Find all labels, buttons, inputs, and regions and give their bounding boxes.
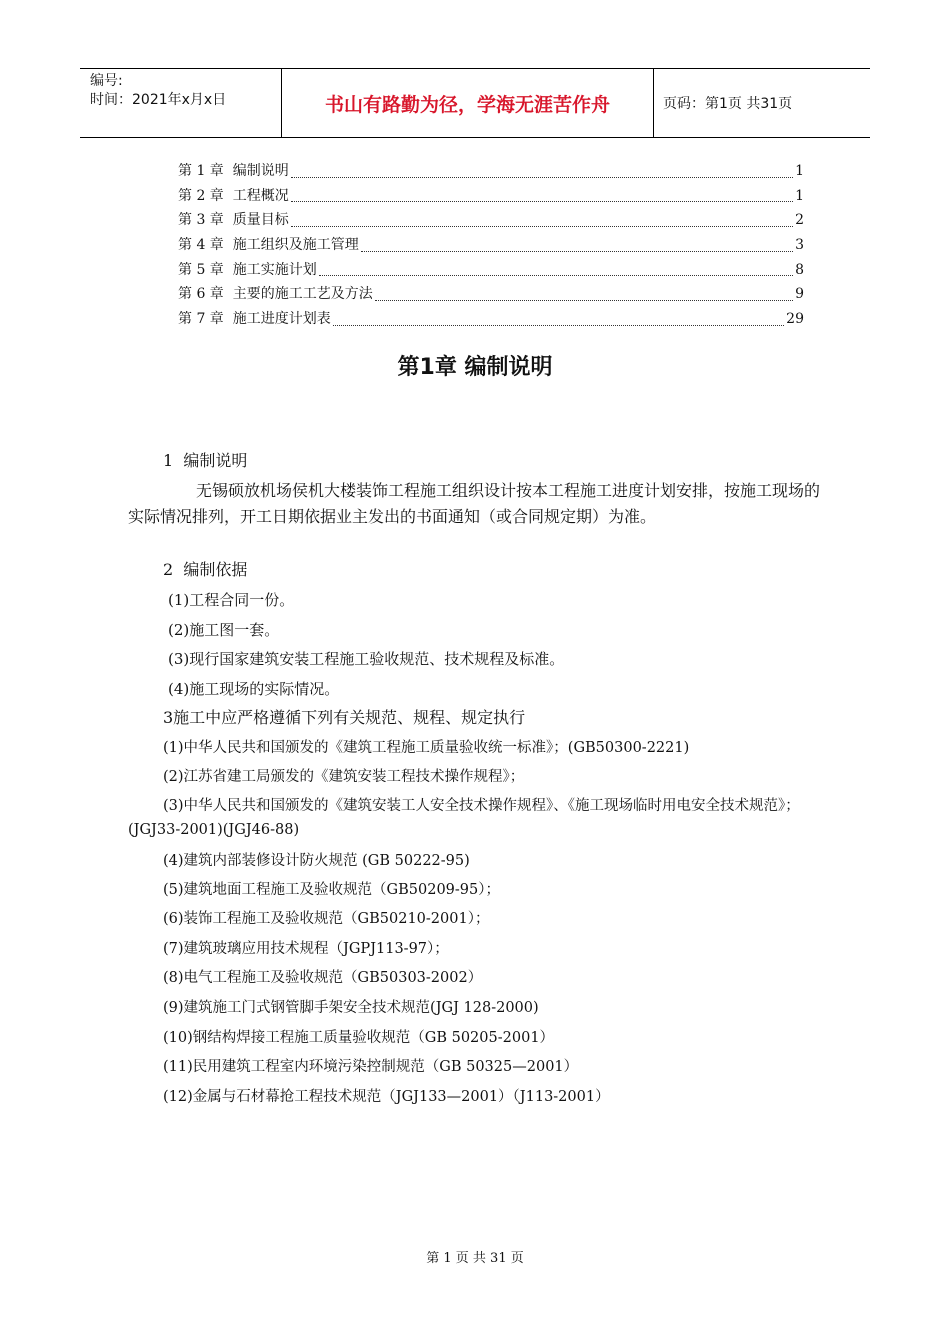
list-item: (1)中华人民共和国颁发的《建筑工程施工质量验收统一标准》；(GB50300-2221) <box>163 740 690 756</box>
list-item: (4)建筑内部装修设计防火规范 (GB 50222-95) <box>163 853 470 869</box>
section-heading: 3施工中应严格遵循下列有关规范、规程、规定执行 <box>163 708 526 727</box>
toc-chapter-number: 第 4 章 <box>178 237 224 254</box>
header-code-label: 编号: <box>90 73 123 89</box>
list-item: (6)装饰工程施工及验收规范（GB50210-2001）； <box>163 911 490 927</box>
list-item: (2)施工图一套。 <box>168 621 280 639</box>
section-heading: 1 编制说明 <box>163 451 248 470</box>
list-item: (11)民用建筑工程室内环境污染控制规范（GB 50325—2001） <box>163 1059 579 1075</box>
header-meta <box>80 69 282 137</box>
header-time-label: 时间：2021年x月x日 <box>90 92 227 108</box>
chapter-title: 第1章 编制说明 <box>397 355 553 380</box>
header-page-info: 页码：第1页 共31页 <box>663 96 793 112</box>
toc-leader-dots <box>375 299 793 301</box>
toc-leader-dots <box>291 200 793 202</box>
toc-chapter-title: 质量目标 <box>232 212 289 229</box>
list-item: (5)建筑地面工程施工及验收规范（GB50209-95）； <box>163 882 501 898</box>
page-header <box>80 68 870 138</box>
toc-page-number: 1 <box>795 187 804 204</box>
toc-chapter-title: 施工组织及施工管理 <box>232 237 359 254</box>
toc-chapter-title: 工程概况 <box>232 187 289 204</box>
list-item: (7)建筑玻璃应用技术规程（JGPJ113-97）； <box>163 941 449 957</box>
toc-entry[interactable] <box>178 185 804 210</box>
toc-leader-dots <box>319 274 793 276</box>
toc-chapter-number: 第 6 章 <box>178 286 224 303</box>
toc-chapter-number: 第 1 章 <box>178 163 224 179</box>
toc-chapter-number: 第 2 章 <box>178 187 224 204</box>
toc-entry[interactable] <box>178 160 804 185</box>
list-item: (1)工程合同一份。 <box>168 591 295 609</box>
toc-page-number: 9 <box>795 286 804 303</box>
list-item: (9)建筑施工门式钢管脚手架安全技术规范(JGJ 128-2000) <box>163 1000 539 1016</box>
toc-leader-dots <box>361 250 793 252</box>
toc-page-number: 2 <box>795 212 804 229</box>
toc-chapter-title: 施工进度计划表 <box>232 311 331 328</box>
toc-chapter-number: 第 5 章 <box>178 261 224 278</box>
toc-chapter-title: 主要的施工工艺及方法 <box>232 286 373 303</box>
toc-chapter-title: 施工实施计划 <box>232 261 317 278</box>
header-motto: 书山有路勤为径，学海无涯苦作舟 <box>282 69 654 137</box>
list-item: (10)钢结构焊接工程施工质量验收规范（GB 50205-2001） <box>163 1030 555 1046</box>
toc-entry[interactable] <box>178 234 804 259</box>
toc-page-number: 1 <box>795 163 804 179</box>
list-item: (3)现行国家建筑安装工程施工验收规范、技术规程及标准。 <box>168 650 565 668</box>
page-footer: 第 1 页 共 31 页 <box>426 1251 524 1266</box>
toc-leader-dots <box>291 225 793 227</box>
list-item: (3)中华人民共和国颁发的《建筑安装工人安全技术操作规程》、《施工现场临时用电安全技术规范》；(JGJ33-2001)(JGJ46-88) <box>128 798 800 838</box>
toc-chapter-number: 第 3 章 <box>178 212 224 229</box>
toc-entry[interactable] <box>178 308 804 333</box>
list-item: (12)金属与石材幕抢工程技术规范（JGJ133—2001）（J113-2001） <box>163 1089 610 1105</box>
toc-page-number: 3 <box>795 237 804 254</box>
toc-page-number: 29 <box>786 311 804 328</box>
toc-entry[interactable] <box>178 283 804 308</box>
toc-leader-dots <box>291 176 793 178</box>
section-paragraph: 无锡硕放机场侯机大楼装饰工程施工组织设计按本工程施工进度计划安排，按施工现场的实际情况排列，开工日期依据业主发出的书面通知（或合同规定期）为准。 <box>128 481 821 526</box>
list-item: (2)江苏省建工局颁发的《建筑安装工程技术操作规程》； <box>163 769 525 785</box>
toc-entry[interactable] <box>178 209 804 234</box>
toc-chapter-title: 编制说明 <box>232 163 289 179</box>
toc-chapter-number: 第 7 章 <box>178 311 224 328</box>
toc-leader-dots <box>333 324 784 326</box>
toc-entry[interactable] <box>178 259 804 284</box>
table-of-contents <box>178 160 804 333</box>
toc-page-number: 8 <box>795 261 804 278</box>
list-item: (8)电气工程施工及验收规范（GB50303-2002） <box>163 970 483 986</box>
list-item: (4)施工现场的实际情况。 <box>168 680 340 698</box>
section-heading: 2 编制依据 <box>163 560 248 579</box>
